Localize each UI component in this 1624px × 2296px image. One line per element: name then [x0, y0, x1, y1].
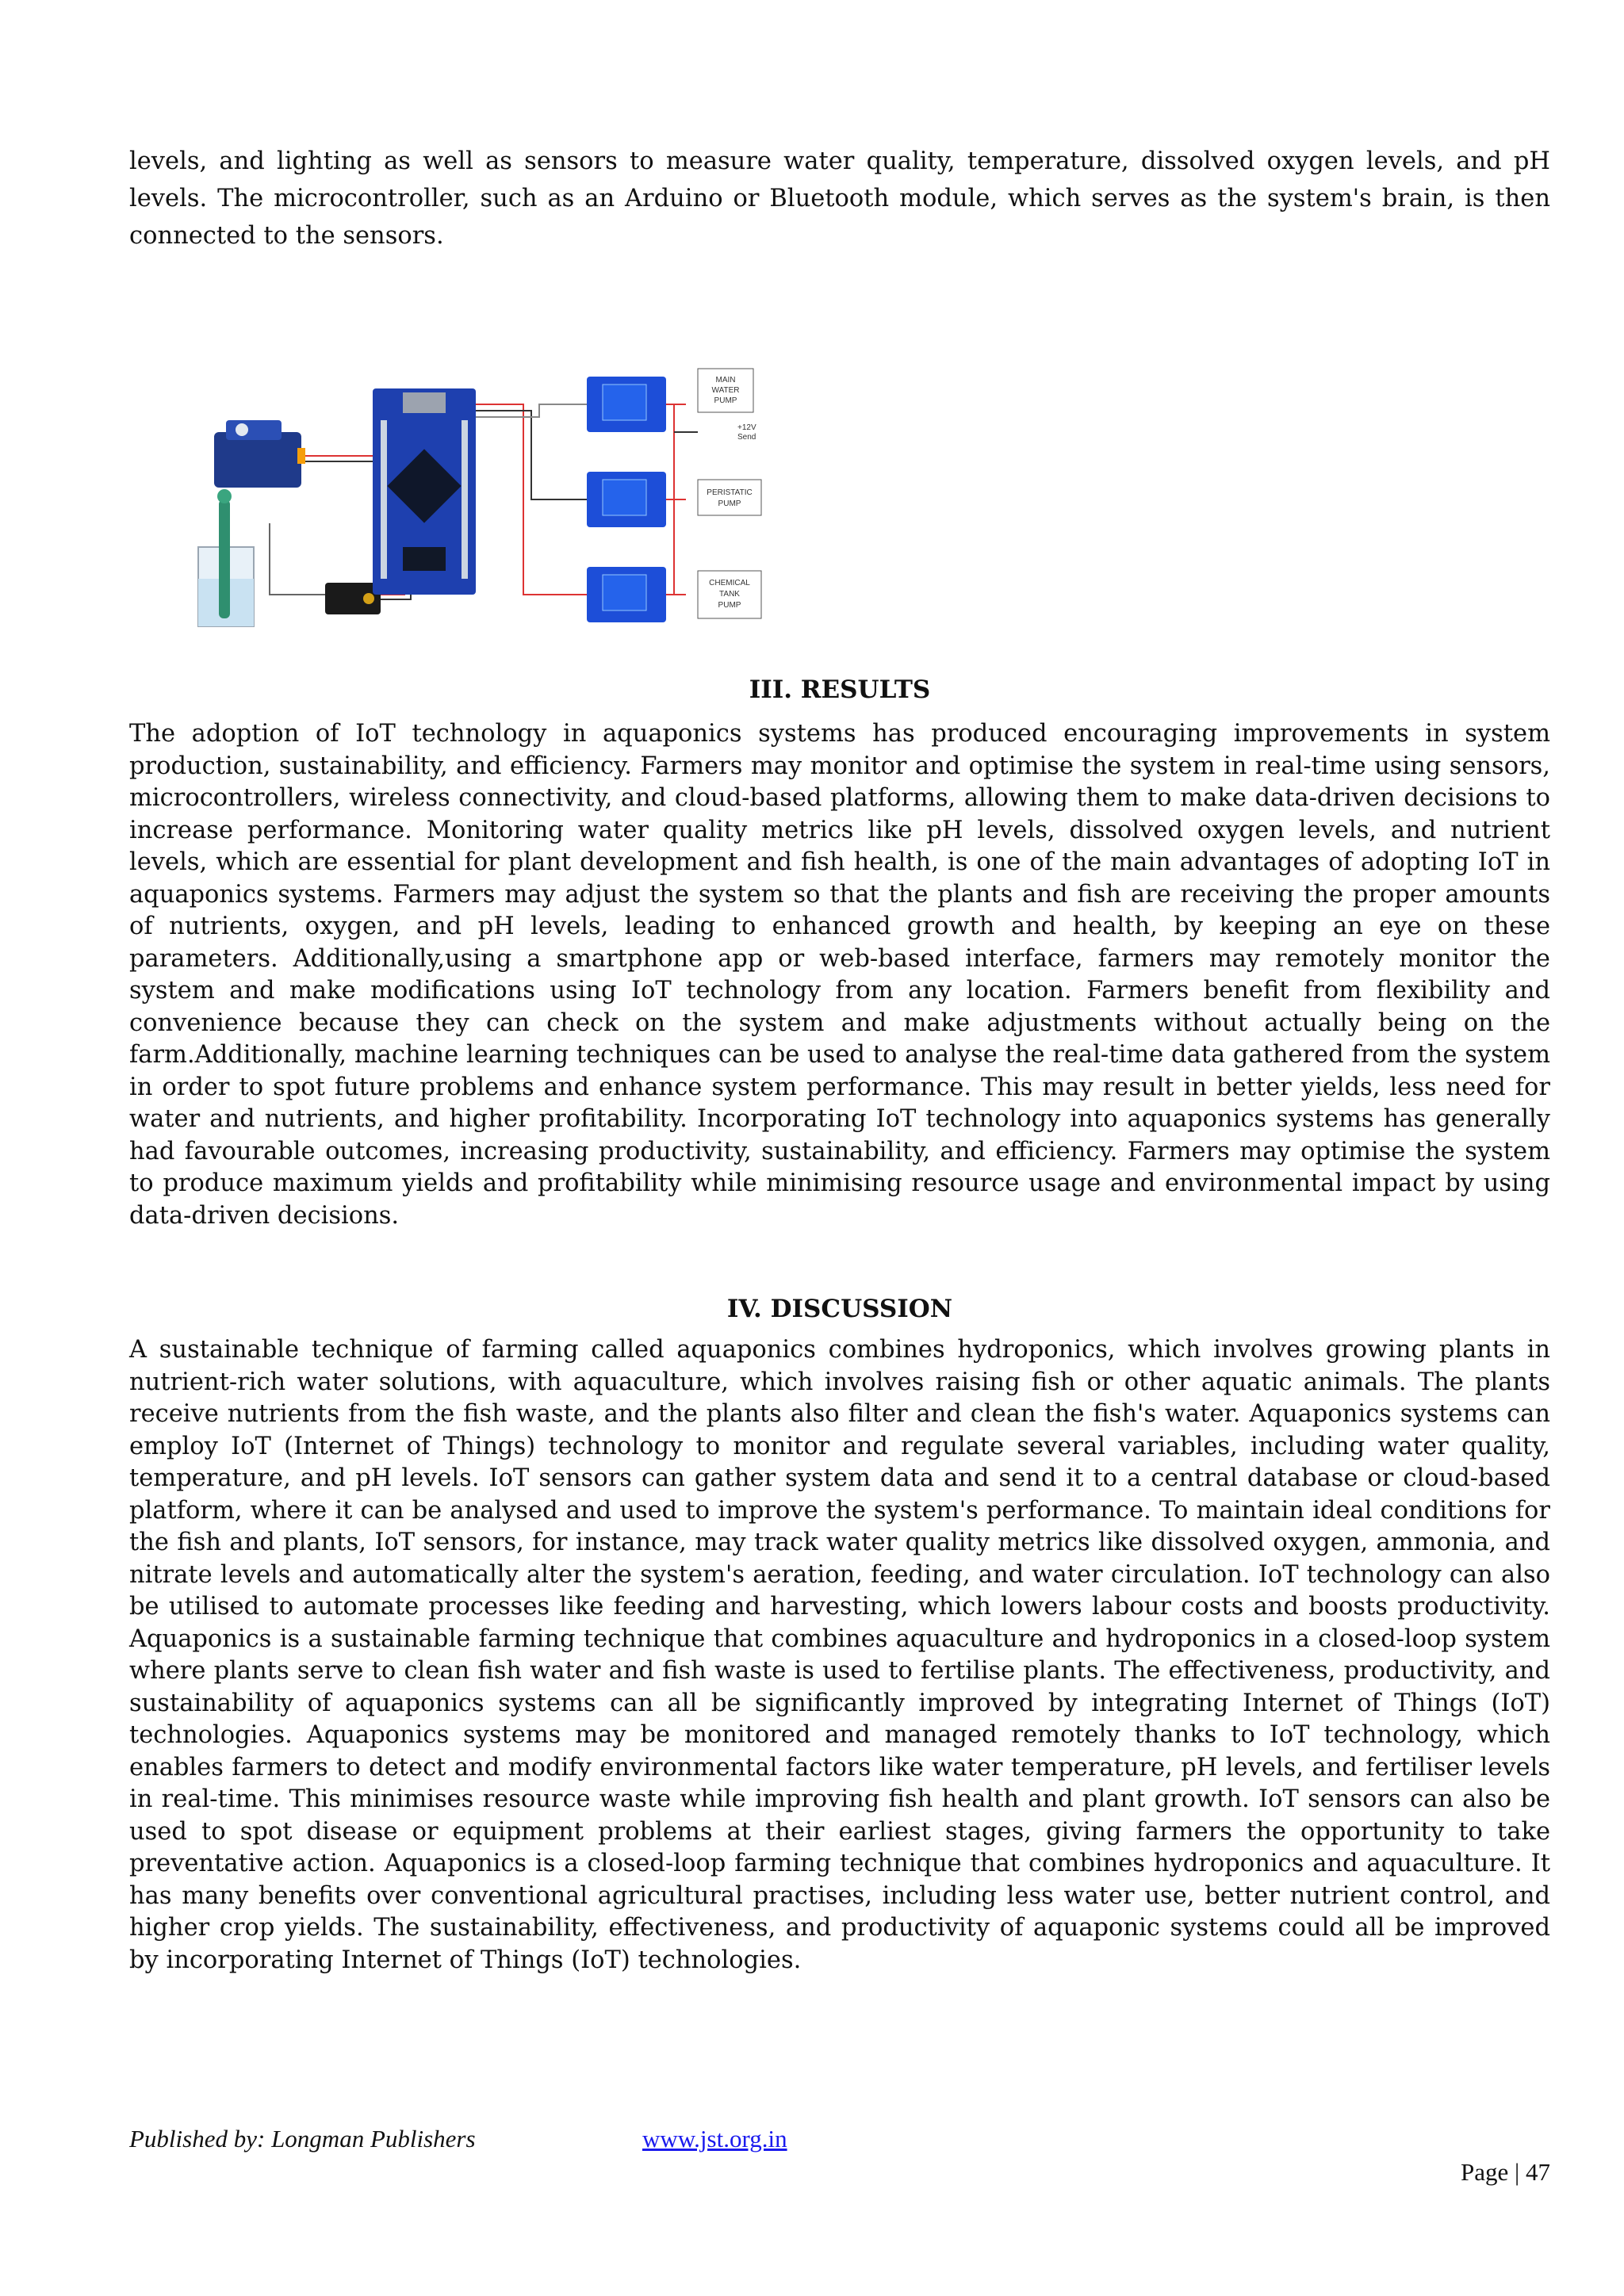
- ph-sensor-beaker: [198, 489, 254, 626]
- results-heading: III. RESULTS: [749, 675, 931, 704]
- svg-text:PERISTATIC: PERISTATIC: [707, 488, 753, 497]
- intro-paragraph: levels, and lighting as well as sensors to measure water quality, temperature, dissolved oxygen levels, and pH levels. The microcontroller, such as an Arduino or Bluetooth module, which serves as the system's brain, is then connected to the sensors.: [129, 147, 1550, 250]
- peristaltic-pump-box: [698, 480, 761, 515]
- servo-motor: [214, 420, 305, 488]
- chemical-tank-pump-box: [698, 571, 761, 618]
- svg-text:Send: Send: [737, 433, 756, 442]
- microcontroller-board: [373, 388, 476, 595]
- circuit-diagram-figure: [190, 357, 793, 642]
- relay-module-2: [587, 472, 666, 527]
- relay-module-3: [587, 567, 666, 622]
- svg-text:MAIN: MAIN: [715, 376, 736, 385]
- svg-text:TANK: TANK: [719, 590, 740, 599]
- ph-signal-board: [325, 583, 381, 614]
- circuit-diagram: [190, 357, 793, 642]
- main-water-pump-box: [698, 369, 753, 412]
- svg-text:+12V: +12V: [737, 423, 756, 432]
- svg-text:PUMP: PUMP: [718, 499, 741, 508]
- relay-module-1: [587, 377, 666, 432]
- svg-text:PUMP: PUMP: [718, 601, 741, 610]
- svg-text:CHEMICAL: CHEMICAL: [709, 579, 750, 587]
- svg-text:PUMP: PUMP: [714, 396, 737, 405]
- discussion-heading: IV. DISCUSSION: [726, 1295, 953, 1323]
- footer-page-number: Page | 47: [1461, 2158, 1550, 2186]
- footer-website-link[interactable]: www.jst.org.in: [642, 2125, 787, 2152]
- results-paragraph: The adoption of IoT technology in aquaponics systems has produced encouraging improvements in system production, sustainability, and efficiency. Farmers may monitor and optimise the system in real-time using sensors, microcontrollers, wireless connectivity, and cloud-based platforms, allowing them to make data-driven decisions to increase performance. Monitoring water quality metrics like pH levels, dissolved oxygen levels, and nutrient levels, which are essential for plant development and fish health, is one of the main advantages of adopting IoT in aquaponics systems. Farmers may adjust the system so that the plants and fish are receiving the proper amounts of nutrients, oxygen, and pH levels, leading to enhanced growth and health, by keeping an eye on these parameters. Additionally,using a smartphone app or web-based interface, farmers may remotely monitor the system and make modifications using IoT technology from any location. Farmers benefit from flexibility and convenience because they can check on the system and make adjustments without actually being on the farm.Additionally, machine learning techniques can be used to analyse the real-time data gathered from the system in order to spot future problems and enhance system performance. This may result in better yields, less need for water and nutrients, and higher profitability. Incorporating IoT technology into aquaponics systems has generally had favourable outcomes, increasing productivity, sustainability, and efficiency. Farmers may optimise the system to produce maximum yields and profitability while minimising resource usage and environmental impact by using data-driven decisions.: [129, 720, 1550, 1230]
- footer-publisher: Published by: Longman Publishers: [129, 2125, 476, 2152]
- discussion-paragraph: A sustainable technique of farming called aquaponics combines hydroponics, which involves growing plants in nutrient-rich water solutions, with aquaculture, which involves raising fish or other aquatic animals. The plants receive nutrients from the fish waste, and the plants also filter and clean the fish's water. Aquaponics systems can employ IoT (Internet of Things) technology to monitor and regulate several variables, including water quality, temperature, and pH levels. IoT sensors can gather system data and send it to a central database or cloud-based platform, where it can be analysed and used to improve the system's performance. To maintain ideal conditions for the fish and plants, IoT sensors, for instance, may track water quality metrics like dissolved oxygen, ammonia, and nitrate levels and automatically alter the system's aeration, feeding, and water circulation. IoT technology can also be utilised to automate processes like feeding and harvesting, which lowers labour costs and boosts productivity. Aquaponics is a sustainable farming technique that combines aquaculture and hydroponics in a closed-loop system where plants serve to clean fish water and fish waste is used to fertilise plants. The effectiveness, productivity, and sustainability of aquaponics systems can all be significantly improved by integrating Internet of Things (IoT) technologies. Aquaponics systems may be monitored and managed remotely thanks to IoT technology, which enables farmers to detect and modify environmental factors like water temperature, pH levels, and fertiliser levels in real-time. This minimises resource waste while improving fish health and plant growth. IoT sensors can also be used to spot disease or equipment problems at their earliest stages, giving farmers the opportunity to take preventative action. Aquaponics is a closed-loop farming technique that combines hydroponics and aquaculture. It has many benefits over conventional agricultural practises, including less water use, better nutrient control, and higher crop yields. The sustainability, effectiveness, and productivity of aquaponic systems could all be improved by incorporating Internet of Things (IoT) technologies.: [129, 1336, 1550, 1974]
- svg-text:WATER: WATER: [711, 386, 740, 395]
- supply-label: [737, 423, 756, 442]
